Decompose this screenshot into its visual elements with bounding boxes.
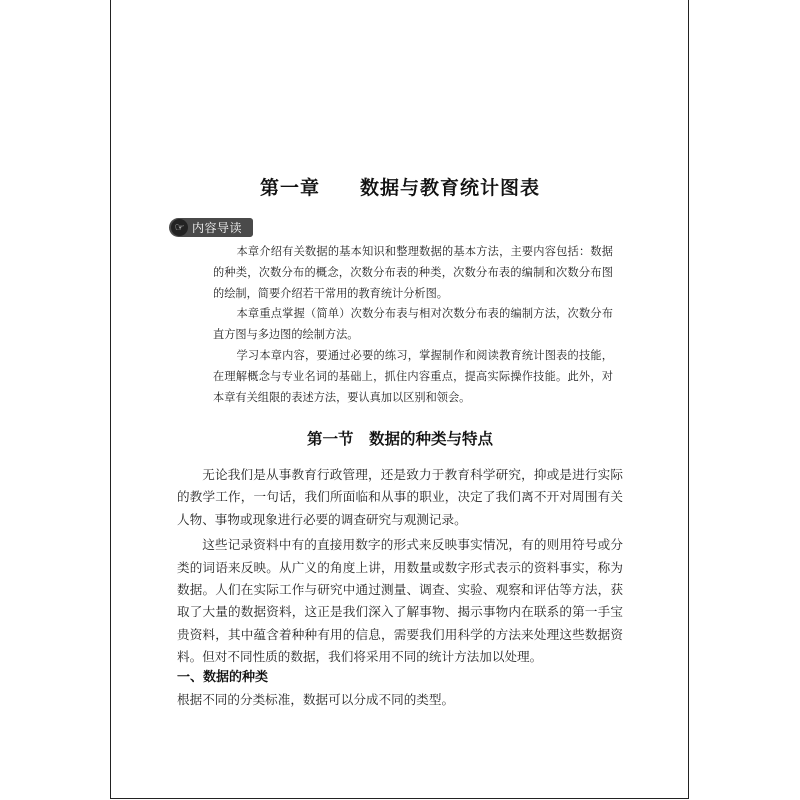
body-paragraph: 无论我们是从事教育行政管理，还是致力于教育科学研究，抑或是进行实际的教学工作，一句话，我们所面临和从事的职业，决定了我们离不开对周围有关人物、事物或现象进行必要的调查研究与观测记录。 bbox=[177, 467, 623, 527]
chapter-intro bbox=[213, 242, 613, 408]
intro-paragraph: 本章重点掌握（简单）次数分布表与相对次数分布表的编制方法，次数分布直方图与多边图的绘制方法。 bbox=[213, 307, 613, 342]
pointing-hand-icon: ☞ bbox=[171, 219, 188, 236]
intro-paragraph: 学习本章内容，要通过必要的练习，掌握制作和阅读教育统计图表的技能，在理解概念与专业名词的基础上，抓住内容重点，提高实际操作技能。此外，对本章有关组限的表述方法，要认真加以区别和领会。 bbox=[213, 348, 613, 404]
section-body bbox=[177, 464, 623, 669]
subsection-heading: 一、数据的种类 bbox=[177, 670, 269, 685]
chapter-title: 第一章 数据与教育统计图表 bbox=[259, 177, 540, 199]
content-guide-badge bbox=[169, 218, 253, 237]
subsection-text: 根据不同的分类标准，数据可以分成不同的类型。 bbox=[177, 692, 455, 707]
body-paragraph: 这些记录资料中有的直接用数字的形式来反映事实情况，有的则用符号或分类的词语来反映。从广义的角度上讲，用数量或数字形式表示的资料事实，称为数据。人们在实际工作与研究中通过测量、调查、实验、观察和评估等方法，获取了大量的数据资料，这正是我们深入了解事物、揭示事物内在联系的第一手宝贵资料，其中蕴含着种种有用的信息，需要我们用科学的方法来处理这些数据资料。但对不同性质的数据，我们将采用不同的统计方法加以处理。 bbox=[177, 537, 623, 665]
section-title: 第一节 数据的种类与特点 bbox=[306, 429, 493, 448]
content-guide-label: 内容导读 bbox=[192, 221, 243, 235]
intro-paragraph: 本章介绍有关数据的基本知识和整理数据的基本方法，主要内容包括：数据的种类，次数分布的概念，次数分布表的种类，次数分布表的编制和次数分布图的绘制，简要介绍若干常用的教育统计分析图。 bbox=[213, 245, 613, 300]
